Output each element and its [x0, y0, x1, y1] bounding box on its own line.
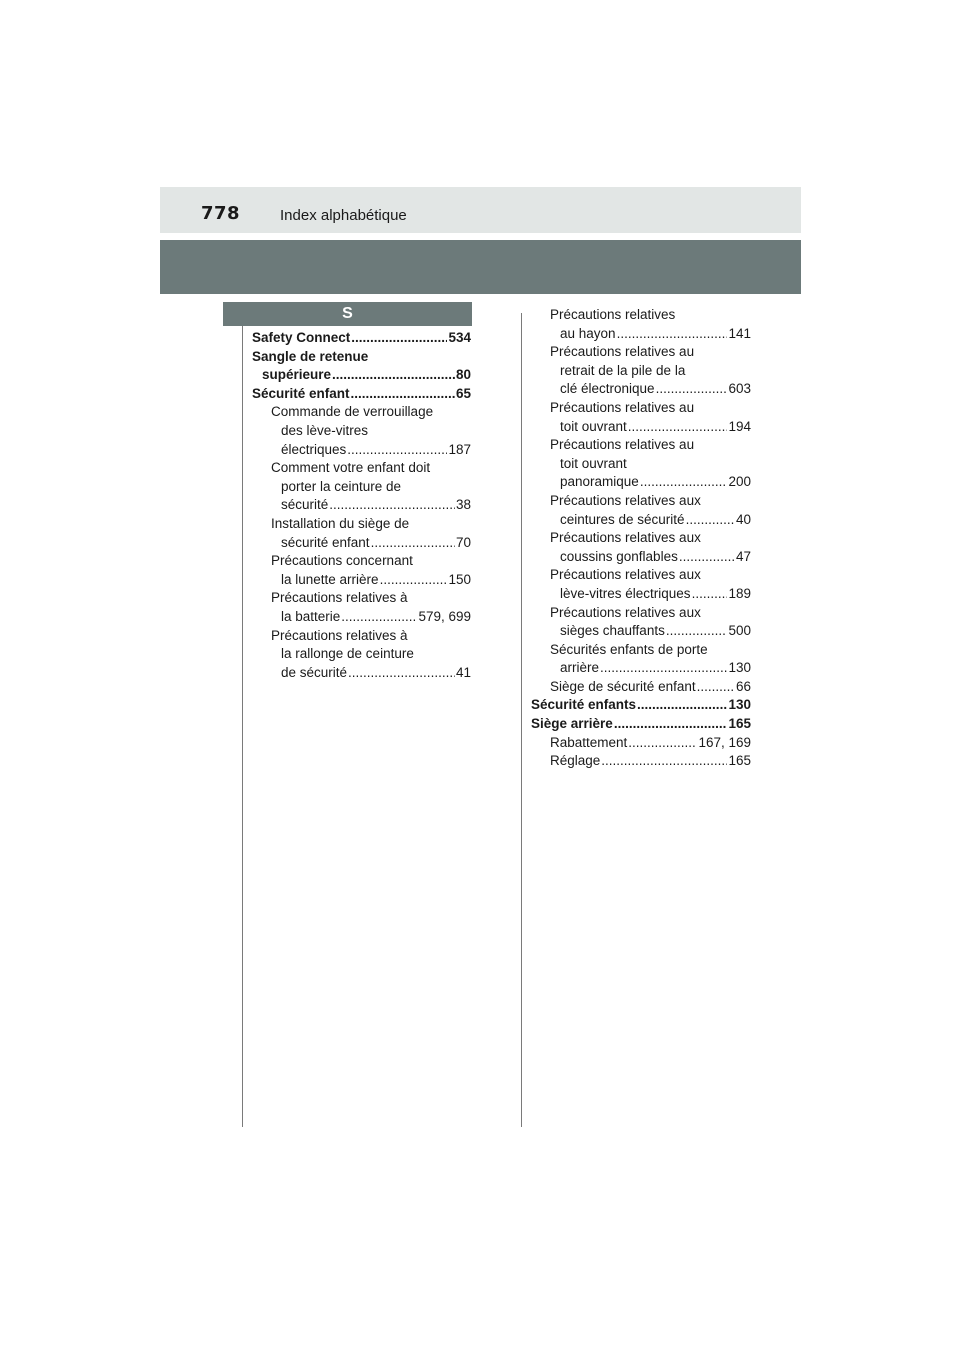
index-entry-line	[531, 511, 751, 530]
dot-leader	[666, 622, 728, 641]
page-reference: 38	[455, 497, 471, 513]
page-reference: 41	[455, 664, 471, 680]
index-term: toit ouvrant	[560, 455, 627, 471]
header-band	[160, 187, 801, 233]
index-term: la batterie	[281, 608, 341, 624]
index-entry-line	[531, 380, 751, 399]
left-column-rule	[242, 326, 243, 1127]
page-reference: 165	[728, 753, 751, 769]
index-term: Précautions relatives au	[550, 399, 695, 415]
right-column-rule	[521, 313, 522, 1127]
index-entry	[531, 678, 751, 697]
index-entry-line	[531, 529, 751, 548]
index-term: la lunette arrière	[281, 571, 379, 587]
index-entry	[531, 696, 751, 715]
index-term: Précautions relatives au	[550, 344, 695, 360]
dot-leader	[329, 496, 455, 515]
index-term: au hayon	[560, 325, 616, 341]
index-entry-line	[531, 659, 751, 678]
index-entry	[252, 515, 471, 552]
index-entry-line	[531, 548, 751, 567]
index-entry-line	[252, 608, 471, 627]
index-entry	[531, 529, 751, 566]
index-term: Sangle de retenue	[252, 348, 369, 364]
page-reference: 187	[448, 441, 471, 457]
index-entry	[252, 403, 471, 459]
index-term: Précautions concernant	[271, 553, 413, 569]
index-entry	[252, 348, 471, 385]
index-entry-line	[531, 418, 751, 437]
index-entry-line	[252, 459, 471, 478]
index-entry-line	[531, 362, 751, 381]
index-term: sécurité	[281, 497, 329, 513]
page-reference: 66	[735, 678, 751, 694]
page-reference: 579, 699	[418, 608, 471, 624]
index-term: ceintures de sécurité	[560, 511, 685, 527]
index-entry-line	[531, 715, 751, 734]
index-term: Réglage	[550, 753, 601, 769]
dot-leader	[380, 571, 448, 590]
index-entry-line	[531, 641, 751, 660]
page-reference: 603	[728, 381, 751, 397]
index-entry-line	[252, 329, 471, 348]
page-reference: 167, 169	[698, 734, 751, 750]
index-entry	[531, 399, 751, 436]
index-term: Précautions relatives	[550, 307, 676, 322]
index-entry-line	[531, 734, 751, 753]
index-entry	[252, 552, 471, 589]
index-entry-line	[252, 441, 471, 460]
dot-leader	[628, 734, 697, 753]
dot-leader	[617, 325, 728, 344]
index-entry	[531, 306, 751, 343]
index-term: Précautions relatives aux	[550, 492, 701, 508]
page-reference: 194	[728, 418, 751, 434]
page-reference: 165	[728, 716, 751, 732]
index-entry-line	[252, 403, 471, 422]
index-entry-line	[531, 306, 751, 325]
index-term: arrière	[560, 660, 600, 676]
index-entry-line	[531, 696, 751, 715]
dot-leader	[692, 585, 728, 604]
index-entry	[531, 734, 751, 753]
dot-leader	[614, 715, 728, 734]
index-entry-line	[531, 678, 751, 697]
index-column-left	[252, 329, 471, 682]
dot-leader	[348, 664, 455, 683]
index-term: supérieure	[262, 367, 332, 383]
index-term: Comment votre enfant doit	[271, 460, 431, 476]
index-entry-line	[531, 585, 751, 604]
index-term: panoramique	[560, 474, 639, 490]
index-entry-line	[252, 645, 471, 664]
index-entry-line	[252, 496, 471, 515]
index-term: coussins gonflables	[560, 548, 678, 564]
index-term: Précautions relatives au	[550, 437, 695, 453]
page-number: 778	[201, 203, 241, 224]
index-term: clé électronique	[560, 381, 655, 397]
index-entry	[531, 604, 751, 641]
dot-leader	[371, 534, 455, 553]
index-entry	[531, 566, 751, 603]
index-entry-line	[252, 385, 471, 404]
page-reference: 130	[728, 660, 751, 676]
index-entry-line	[252, 478, 471, 497]
index-entry-line	[252, 348, 471, 367]
index-term: toit ouvrant	[560, 418, 627, 434]
index-entry-line	[252, 422, 471, 441]
index-entry-line	[531, 399, 751, 418]
page-reference: 47	[735, 548, 751, 564]
dot-leader	[640, 473, 728, 492]
index-entry-line	[531, 566, 751, 585]
index-term: lève-vitres électriques	[560, 585, 691, 601]
page-reference: 40	[735, 511, 751, 527]
index-entry	[531, 492, 751, 529]
index-entry	[252, 589, 471, 626]
index-entry	[252, 459, 471, 515]
index-term: Installation du siège de	[271, 515, 410, 531]
index-term: des lève-vitres	[281, 422, 369, 438]
dot-leader	[600, 659, 727, 678]
dot-leader	[351, 329, 447, 348]
index-entry	[531, 641, 751, 678]
index-entry	[531, 752, 751, 771]
index-entry-line	[252, 664, 471, 683]
index-term: Précautions relatives aux	[550, 604, 701, 620]
index-term: porter la ceinture de	[281, 478, 402, 494]
index-term: Rabattement	[550, 734, 628, 750]
page-reference: 500	[728, 623, 751, 639]
index-entry	[252, 627, 471, 683]
dot-leader	[347, 441, 447, 460]
page-reference: 534	[448, 330, 471, 345]
index-entry-line	[531, 604, 751, 623]
page-title: Index alphabétique	[280, 207, 407, 224]
index-term: Sécurité enfant	[252, 385, 350, 401]
index-entry-line	[531, 436, 751, 455]
index-term: retrait de la pile de la	[560, 362, 686, 378]
index-term: Commande de verrouillage	[271, 404, 434, 420]
dot-leader	[332, 366, 455, 385]
index-term: la rallonge de ceinture	[281, 646, 414, 662]
dot-leader	[679, 548, 735, 567]
index-entry-line	[252, 571, 471, 590]
dot-leader	[601, 752, 727, 771]
page-reference: 70	[455, 534, 471, 550]
index-entry	[531, 436, 751, 492]
index-entry-line	[252, 515, 471, 534]
dot-leader	[637, 696, 727, 715]
section-letter-tab: S	[223, 302, 472, 326]
index-entry-line	[531, 325, 751, 344]
index-term: Précautions relatives à	[271, 627, 408, 643]
index-term: Sécurité enfants	[531, 697, 637, 713]
index-entry-line	[252, 589, 471, 608]
index-entry	[531, 343, 751, 399]
index-entry-line	[531, 752, 751, 771]
header-divider-band	[160, 240, 801, 294]
index-term: sécurité enfant	[281, 534, 370, 550]
dot-leader	[686, 511, 735, 530]
index-term: de sécurité	[281, 664, 348, 680]
page-reference: 141	[728, 325, 751, 341]
index-entry-line	[531, 622, 751, 641]
dot-leader	[628, 418, 728, 437]
index-term: Sécurités enfants de porte	[550, 641, 708, 657]
index-term: Précautions relatives à	[271, 590, 408, 606]
index-term: Précautions relatives aux	[550, 567, 701, 583]
index-entry	[531, 715, 751, 734]
dot-leader	[697, 678, 735, 697]
page-reference: 130	[728, 697, 751, 713]
index-term: Siège de sécurité enfant	[550, 678, 696, 694]
index-entry-line	[252, 552, 471, 571]
dot-leader	[351, 385, 455, 404]
page-reference: 65	[455, 385, 471, 401]
index-column-right	[531, 306, 751, 771]
index-entry-line	[531, 473, 751, 492]
index-term: Précautions relatives aux	[550, 530, 701, 546]
index-term: Siège arrière	[531, 716, 613, 732]
dot-leader	[341, 608, 417, 627]
index-entry-line	[252, 534, 471, 553]
index-entry	[252, 385, 471, 404]
page-reference: 150	[448, 571, 471, 587]
index-term: électriques	[281, 441, 347, 457]
index-entry-line	[531, 343, 751, 362]
index-entry-line	[531, 455, 751, 474]
index-entry-line	[252, 627, 471, 646]
index-entry-line	[252, 366, 471, 385]
index-term: Safety Connect	[252, 330, 351, 345]
page-reference: 189	[728, 585, 751, 601]
index-term: sièges chauffants	[560, 623, 665, 639]
dot-leader	[656, 380, 728, 399]
index-entry	[252, 329, 471, 348]
page-reference: 200	[728, 474, 751, 490]
page-reference: 80	[455, 367, 471, 383]
index-entry-line	[531, 492, 751, 511]
